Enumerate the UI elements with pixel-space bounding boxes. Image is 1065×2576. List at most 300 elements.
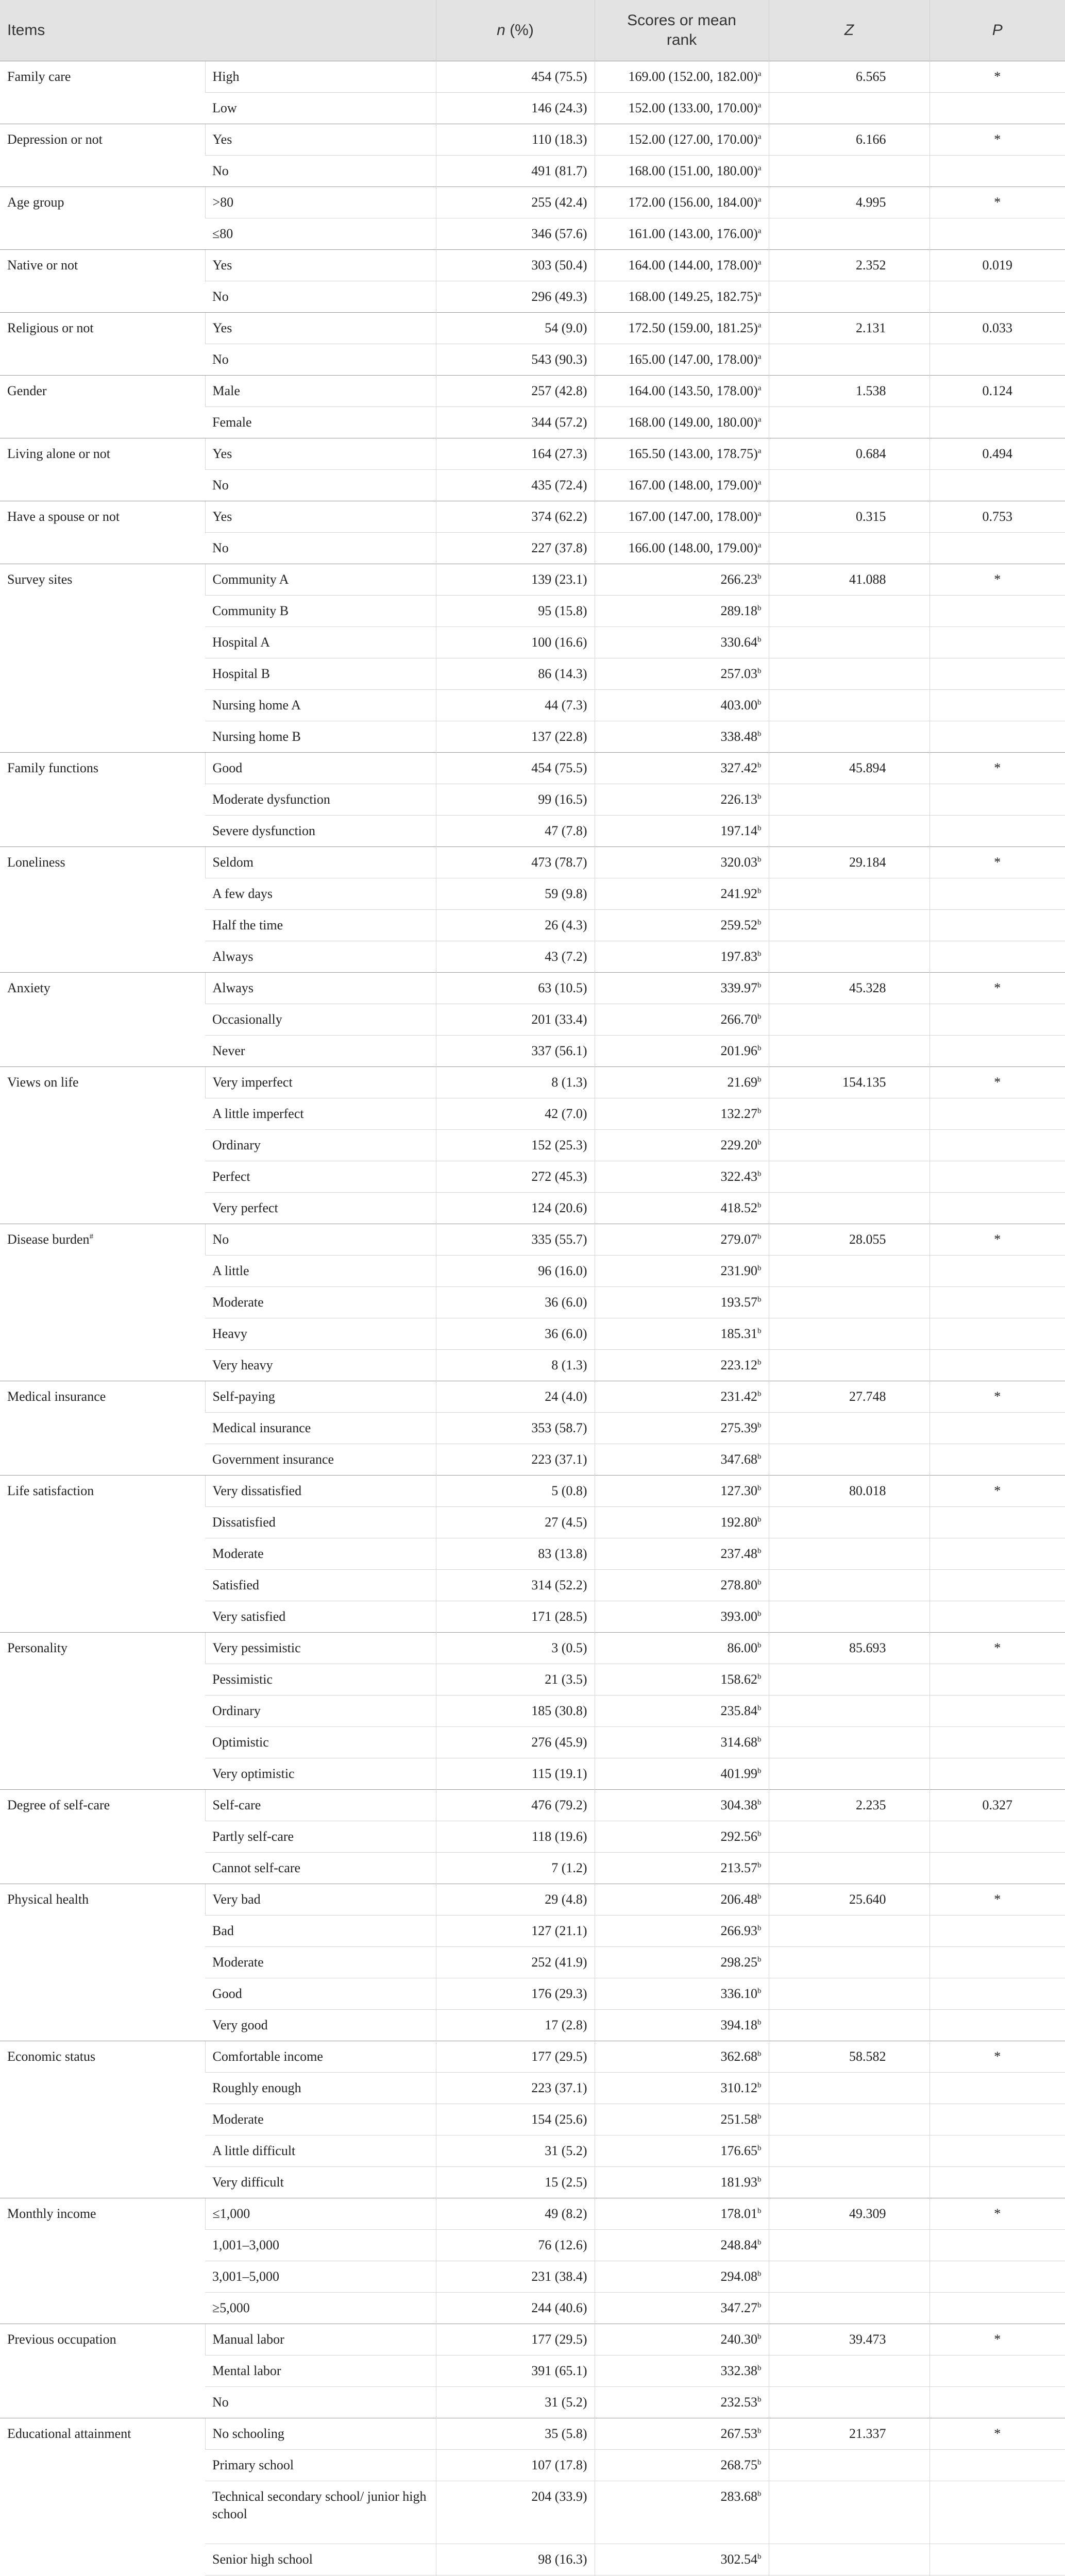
n-percent-cell: 17 (2.8)	[436, 2010, 595, 2041]
item-category	[0, 753, 205, 847]
score-value: 164.00 (143.50, 178.00)	[628, 383, 758, 398]
n-percent-cell: 110 (18.3)	[436, 124, 595, 156]
item-category	[0, 61, 205, 124]
score-value: 320.03	[720, 855, 758, 870]
score-cell	[595, 250, 769, 281]
score-value: 192.80	[720, 1515, 758, 1530]
score-value: 178.01	[720, 2206, 758, 2221]
item-level: Ordinary	[205, 1696, 436, 1727]
z-cell	[769, 407, 929, 438]
item-level: Yes	[205, 124, 436, 156]
z-cell	[769, 2387, 929, 2418]
n-percent-cell: 204 (33.9)	[436, 2481, 595, 2544]
n-percent-cell: 42 (7.0)	[436, 1098, 595, 1130]
item-category	[0, 1067, 205, 1224]
n-percent-cell: 21 (3.5)	[436, 1664, 595, 1696]
item-level: No	[205, 533, 436, 564]
score-value: 229.20	[720, 1138, 758, 1153]
score-value: 240.30	[720, 2332, 758, 2347]
z-cell: 2.352	[769, 250, 929, 281]
p-cell	[929, 690, 1065, 721]
score-mark: b	[757, 2269, 762, 2278]
score-cell	[595, 658, 769, 690]
item-level: Optimistic	[205, 1727, 436, 1758]
n-percent-cell: 31 (5.2)	[436, 2136, 595, 2167]
p-cell	[929, 2104, 1065, 2136]
score-mark: b	[757, 1641, 762, 1650]
score-value: 336.10	[720, 1986, 758, 2001]
p-cell	[929, 93, 1065, 124]
item-level: Moderate	[205, 1947, 436, 1978]
p-cell: *	[929, 1224, 1065, 1256]
z-cell	[769, 2481, 929, 2544]
z-cell	[769, 1036, 929, 1067]
n-percent-cell: 107 (17.8)	[436, 2450, 595, 2481]
item-category	[0, 438, 205, 501]
score-value: 127.30	[720, 1483, 758, 1498]
score-value: 298.25	[720, 1955, 758, 1970]
z-cell: 6.166	[769, 124, 929, 156]
p-cell	[929, 1444, 1065, 1476]
score-value: 181.93	[720, 2175, 758, 2190]
score-value: 164.00 (144.00, 178.00)	[628, 258, 758, 273]
item-level: Male	[205, 376, 436, 407]
score-cell	[595, 218, 769, 250]
score-cell	[595, 124, 769, 156]
p-cell: *	[929, 1476, 1065, 1507]
item-level: Bad	[205, 1916, 436, 1947]
score-value: 206.48	[720, 1892, 758, 1907]
p-cell	[929, 627, 1065, 658]
score-value: 169.00 (152.00, 182.00)	[628, 69, 758, 84]
score-mark: b	[757, 1358, 762, 1367]
n-percent-cell: 346 (57.6)	[436, 218, 595, 250]
score-value: 172.00 (156.00, 184.00)	[628, 195, 758, 210]
table-row	[0, 1476, 1065, 1507]
n-percent-cell: 303 (50.4)	[436, 250, 595, 281]
item-level: Female	[205, 407, 436, 438]
table-row	[0, 1633, 1065, 1664]
score-value: 266.93	[720, 1923, 758, 1938]
p-cell	[929, 2544, 1065, 2575]
score-value: 338.48	[720, 729, 758, 744]
table-body	[0, 61, 1065, 2576]
item-level: >80	[205, 187, 436, 218]
score-mark: b	[757, 792, 762, 801]
z-cell	[769, 2230, 929, 2261]
score-value: 152.00 (133.00, 170.00)	[628, 100, 758, 115]
score-value: 21.69	[727, 1075, 758, 1090]
p-cell	[929, 218, 1065, 250]
score-cell	[595, 156, 769, 187]
item-level: ≤80	[205, 218, 436, 250]
score-value: 327.42	[720, 760, 758, 775]
n-percent-cell: 31 (5.2)	[436, 2387, 595, 2418]
score-value: 193.57	[720, 1295, 758, 1310]
n-percent-cell: 98 (16.3)	[436, 2544, 595, 2575]
z-cell	[769, 2544, 929, 2575]
p-cell	[929, 407, 1065, 438]
item-level: Manual labor	[205, 2324, 436, 2355]
score-cell	[595, 438, 769, 470]
score-cell	[595, 627, 769, 658]
score-value: 168.00 (149.00, 180.00)	[628, 415, 758, 430]
score-mark: b	[757, 1672, 762, 1681]
item-level: Self-care	[205, 1790, 436, 1821]
p-cell	[929, 1696, 1065, 1727]
header-scores-line2: rank	[666, 31, 697, 48]
score-cell	[595, 816, 769, 847]
item-level: Government insurance	[205, 1444, 436, 1476]
n-percent-cell: 353 (58.7)	[436, 1413, 595, 1444]
table-row	[0, 1067, 1065, 1098]
item-level: Comfortable income	[205, 2041, 436, 2073]
item-level: Hospital A	[205, 627, 436, 658]
item-level: Yes	[205, 250, 436, 281]
item-level: Low	[205, 93, 436, 124]
score-mark: b	[757, 2112, 762, 2121]
item-level: Very imperfect	[205, 1067, 436, 1098]
item-category-label: Anxiety	[7, 980, 50, 995]
item-level: High	[205, 61, 436, 93]
item-level: No	[205, 470, 436, 501]
score-mark: b	[757, 887, 762, 895]
n-percent-cell: 391 (65.1)	[436, 2355, 595, 2387]
z-cell	[769, 1193, 929, 1224]
score-cell	[595, 1633, 769, 1664]
n-percent-cell: 5 (0.8)	[436, 1476, 595, 1507]
n-percent-cell: 36 (6.0)	[436, 1287, 595, 1318]
score-mark: b	[757, 667, 762, 675]
z-cell	[769, 1004, 929, 1036]
score-mark: a	[757, 164, 762, 173]
z-cell	[769, 2450, 929, 2481]
table-row	[0, 250, 1065, 281]
score-mark: b	[757, 604, 762, 613]
score-cell	[595, 1350, 769, 1381]
n-percent-cell: 257 (42.8)	[436, 376, 595, 407]
score-cell	[595, 1507, 769, 1538]
score-cell	[595, 847, 769, 878]
item-level: Always	[205, 973, 436, 1004]
item-level: No	[205, 344, 436, 376]
n-percent-cell: 374 (62.2)	[436, 501, 595, 533]
item-category	[0, 2324, 205, 2418]
score-mark: b	[757, 1044, 762, 1053]
n-percent-cell: 24 (4.0)	[436, 1381, 595, 1413]
score-cell	[595, 564, 769, 596]
score-value: 314.68	[720, 1735, 758, 1750]
item-level: Seldom	[205, 847, 436, 878]
score-cell	[595, 1098, 769, 1130]
item-category	[0, 1476, 205, 1633]
score-mark: b	[757, 1421, 762, 1430]
score-mark: a	[757, 321, 762, 330]
score-cell	[595, 2230, 769, 2261]
score-mark: b	[757, 950, 762, 958]
score-mark: a	[757, 510, 762, 518]
table-row	[0, 124, 1065, 156]
score-cell	[595, 941, 769, 973]
z-cell	[769, 690, 929, 721]
score-cell	[595, 596, 769, 627]
header-n-italic: n	[497, 22, 505, 39]
score-cell	[595, 1727, 769, 1758]
z-cell	[769, 1256, 929, 1287]
score-mark: a	[757, 227, 762, 235]
item-category-label: Age group	[7, 195, 64, 210]
n-percent-cell: 177 (29.5)	[436, 2041, 595, 2073]
table-header	[0, 0, 1065, 61]
item-level: Dissatisfied	[205, 1507, 436, 1538]
n-percent-cell: 491 (81.7)	[436, 156, 595, 187]
item-level: Roughly enough	[205, 2073, 436, 2104]
z-cell: 49.309	[769, 2198, 929, 2230]
score-value: 197.14	[720, 823, 758, 838]
table-row	[0, 313, 1065, 344]
z-cell	[769, 470, 929, 501]
item-level: Very difficult	[205, 2167, 436, 2198]
score-value: 235.84	[720, 1703, 758, 1718]
score-cell	[595, 1287, 769, 1318]
z-cell: 21.337	[769, 2418, 929, 2450]
score-mark: b	[757, 1515, 762, 1524]
score-cell	[595, 1947, 769, 1978]
score-mark: b	[757, 2489, 762, 2498]
score-mark: b	[757, 1798, 762, 1807]
table-row	[0, 61, 1065, 93]
score-value: 201.96	[720, 1043, 758, 1058]
score-value: 347.27	[720, 2300, 758, 2315]
score-value: 266.23	[720, 572, 758, 587]
p-cell	[929, 2293, 1065, 2324]
score-cell	[595, 376, 769, 407]
score-value: 268.75	[720, 2458, 758, 2472]
score-cell	[595, 187, 769, 218]
n-percent-cell: 139 (23.1)	[436, 564, 595, 596]
item-level: No	[205, 1224, 436, 1256]
item-category-label: Living alone or not	[7, 446, 111, 461]
item-level: ≥5,000	[205, 2293, 436, 2324]
p-cell: 0.124	[929, 376, 1065, 407]
score-mark: b	[757, 918, 762, 927]
item-level: No schooling	[205, 2418, 436, 2450]
header-n-percent	[436, 0, 595, 61]
score-cell	[595, 501, 769, 533]
item-category	[0, 1884, 205, 2041]
p-cell: 0.494	[929, 438, 1065, 470]
p-cell	[929, 1287, 1065, 1318]
z-cell: 0.315	[769, 501, 929, 533]
item-level: Very perfect	[205, 1193, 436, 1224]
item-category-label: Economic status	[7, 2049, 96, 2064]
z-cell: 58.582	[769, 2041, 929, 2073]
item-level: Cannot self-care	[205, 1853, 436, 1884]
z-cell: 27.748	[769, 1381, 929, 1413]
score-mark: a	[757, 290, 762, 298]
score-mark: b	[757, 1075, 762, 1084]
score-value: 231.42	[720, 1389, 758, 1404]
item-level: No	[205, 281, 436, 313]
p-cell	[929, 470, 1065, 501]
item-category-label: Views on life	[7, 1075, 79, 1090]
z-cell	[769, 218, 929, 250]
p-cell	[929, 2481, 1065, 2544]
item-category-label: Medical insurance	[7, 1389, 106, 1404]
score-cell	[595, 1758, 769, 1790]
score-mark: a	[757, 101, 762, 110]
n-percent-cell: 344 (57.2)	[436, 407, 595, 438]
z-cell	[769, 627, 929, 658]
n-percent-cell: 8 (1.3)	[436, 1350, 595, 1381]
score-mark: b	[757, 1704, 762, 1713]
score-value: 304.38	[720, 1798, 758, 1812]
score-cell	[595, 878, 769, 910]
item-level: Primary school	[205, 2450, 436, 2481]
score-value: 394.18	[720, 2018, 758, 2032]
score-value: 226.13	[720, 792, 758, 807]
z-cell	[769, 1947, 929, 1978]
score-cell	[595, 61, 769, 93]
item-level: Nursing home B	[205, 721, 436, 753]
p-cell	[929, 1318, 1065, 1350]
z-cell	[769, 1601, 929, 1633]
score-cell	[595, 2418, 769, 2450]
score-mark: b	[757, 1861, 762, 1870]
p-cell: *	[929, 1633, 1065, 1664]
item-level: Very heavy	[205, 1350, 436, 1381]
score-value: 401.99	[720, 1766, 758, 1781]
z-cell	[769, 1664, 929, 1696]
score-value: 362.68	[720, 2049, 758, 2064]
item-category-label: Monthly income	[7, 2206, 96, 2221]
p-cell: 0.033	[929, 313, 1065, 344]
score-value: 241.92	[720, 886, 758, 901]
item-level: A little difficult	[205, 2136, 436, 2167]
item-level: Perfect	[205, 1161, 436, 1193]
score-value: 339.97	[720, 980, 758, 995]
item-level: No	[205, 2387, 436, 2418]
score-cell	[595, 344, 769, 376]
z-cell	[769, 2010, 929, 2041]
p-cell: 0.327	[929, 1790, 1065, 1821]
score-cell	[595, 1193, 769, 1224]
n-percent-cell: 15 (2.5)	[436, 2167, 595, 2198]
score-mark: a	[757, 541, 762, 550]
score-mark: b	[757, 2049, 762, 2058]
p-cell	[929, 156, 1065, 187]
item-category-label: Previous occupation	[7, 2332, 116, 2347]
score-cell	[595, 1538, 769, 1570]
z-cell	[769, 344, 929, 376]
z-cell	[769, 156, 929, 187]
z-cell: 28.055	[769, 1224, 929, 1256]
z-cell	[769, 2136, 929, 2167]
p-cell	[929, 2387, 1065, 2418]
z-cell	[769, 1130, 929, 1161]
item-level: Pessimistic	[205, 1664, 436, 1696]
score-mark: b	[757, 1264, 762, 1273]
score-mark: b	[757, 981, 762, 990]
p-cell: *	[929, 564, 1065, 596]
score-value: 158.62	[720, 1672, 758, 1687]
header-n-rest: (%)	[505, 22, 534, 39]
item-category	[0, 973, 205, 1067]
score-value: 257.03	[720, 666, 758, 681]
n-percent-cell: 137 (22.8)	[436, 721, 595, 753]
z-cell	[769, 596, 929, 627]
z-cell	[769, 816, 929, 847]
table-row	[0, 187, 1065, 218]
score-mark: b	[757, 1452, 762, 1461]
p-cell	[929, 1821, 1065, 1853]
n-percent-cell: 337 (56.1)	[436, 1036, 595, 1067]
n-percent-cell: 47 (7.8)	[436, 816, 595, 847]
score-mark: b	[757, 1578, 762, 1587]
n-percent-cell: 8 (1.3)	[436, 1067, 595, 1098]
p-cell: *	[929, 847, 1065, 878]
item-category	[0, 1381, 205, 1476]
score-cell	[595, 1036, 769, 1067]
score-value: 167.00 (148.00, 179.00)	[628, 478, 758, 493]
score-mark: b	[757, 2427, 762, 2435]
score-value: 403.00	[720, 698, 758, 713]
score-mark: b	[757, 1955, 762, 1964]
n-percent-cell: 43 (7.2)	[436, 941, 595, 973]
score-cell	[595, 470, 769, 501]
score-value: 165.00 (147.00, 178.00)	[628, 352, 758, 367]
item-level: Very satisfied	[205, 1601, 436, 1633]
score-mark: b	[757, 2458, 762, 2467]
z-cell: 6.565	[769, 61, 929, 93]
item-category-label: Family functions	[7, 760, 98, 775]
score-value: 266.70	[720, 1012, 758, 1027]
item-level: Heavy	[205, 1318, 436, 1350]
z-cell	[769, 1444, 929, 1476]
score-mark: b	[757, 2301, 762, 2310]
p-cell	[929, 2230, 1065, 2261]
item-level: Satisfied	[205, 1570, 436, 1601]
n-percent-cell: 86 (14.3)	[436, 658, 595, 690]
item-level: Moderate	[205, 1287, 436, 1318]
p-cell	[929, 1916, 1065, 1947]
score-value: 237.48	[720, 1546, 758, 1561]
n-percent-cell: 26 (4.3)	[436, 910, 595, 941]
score-mark: b	[757, 1012, 762, 1021]
item-level: Senior high school	[205, 2544, 436, 2575]
score-value: 251.58	[720, 2112, 758, 2127]
n-percent-cell: 124 (20.6)	[436, 1193, 595, 1224]
score-mark: b	[757, 1484, 762, 1493]
score-cell	[595, 2387, 769, 2418]
n-percent-cell: 272 (45.3)	[436, 1161, 595, 1193]
item-level: Very optimistic	[205, 1758, 436, 1790]
z-cell: 85.693	[769, 1633, 929, 1664]
n-percent-cell: 152 (25.3)	[436, 1130, 595, 1161]
item-level: Mental labor	[205, 2355, 436, 2387]
n-percent-cell: 100 (16.6)	[436, 627, 595, 658]
header-scores	[595, 0, 769, 61]
n-percent-cell: 99 (16.5)	[436, 784, 595, 816]
z-cell	[769, 1538, 929, 1570]
item-level: Yes	[205, 501, 436, 533]
score-mark: b	[757, 2238, 762, 2247]
item-category	[0, 847, 205, 973]
p-cell	[929, 2261, 1065, 2293]
z-cell	[769, 1853, 929, 1884]
n-percent-cell: 454 (75.5)	[436, 61, 595, 93]
n-percent-cell: 7 (1.2)	[436, 1853, 595, 1884]
